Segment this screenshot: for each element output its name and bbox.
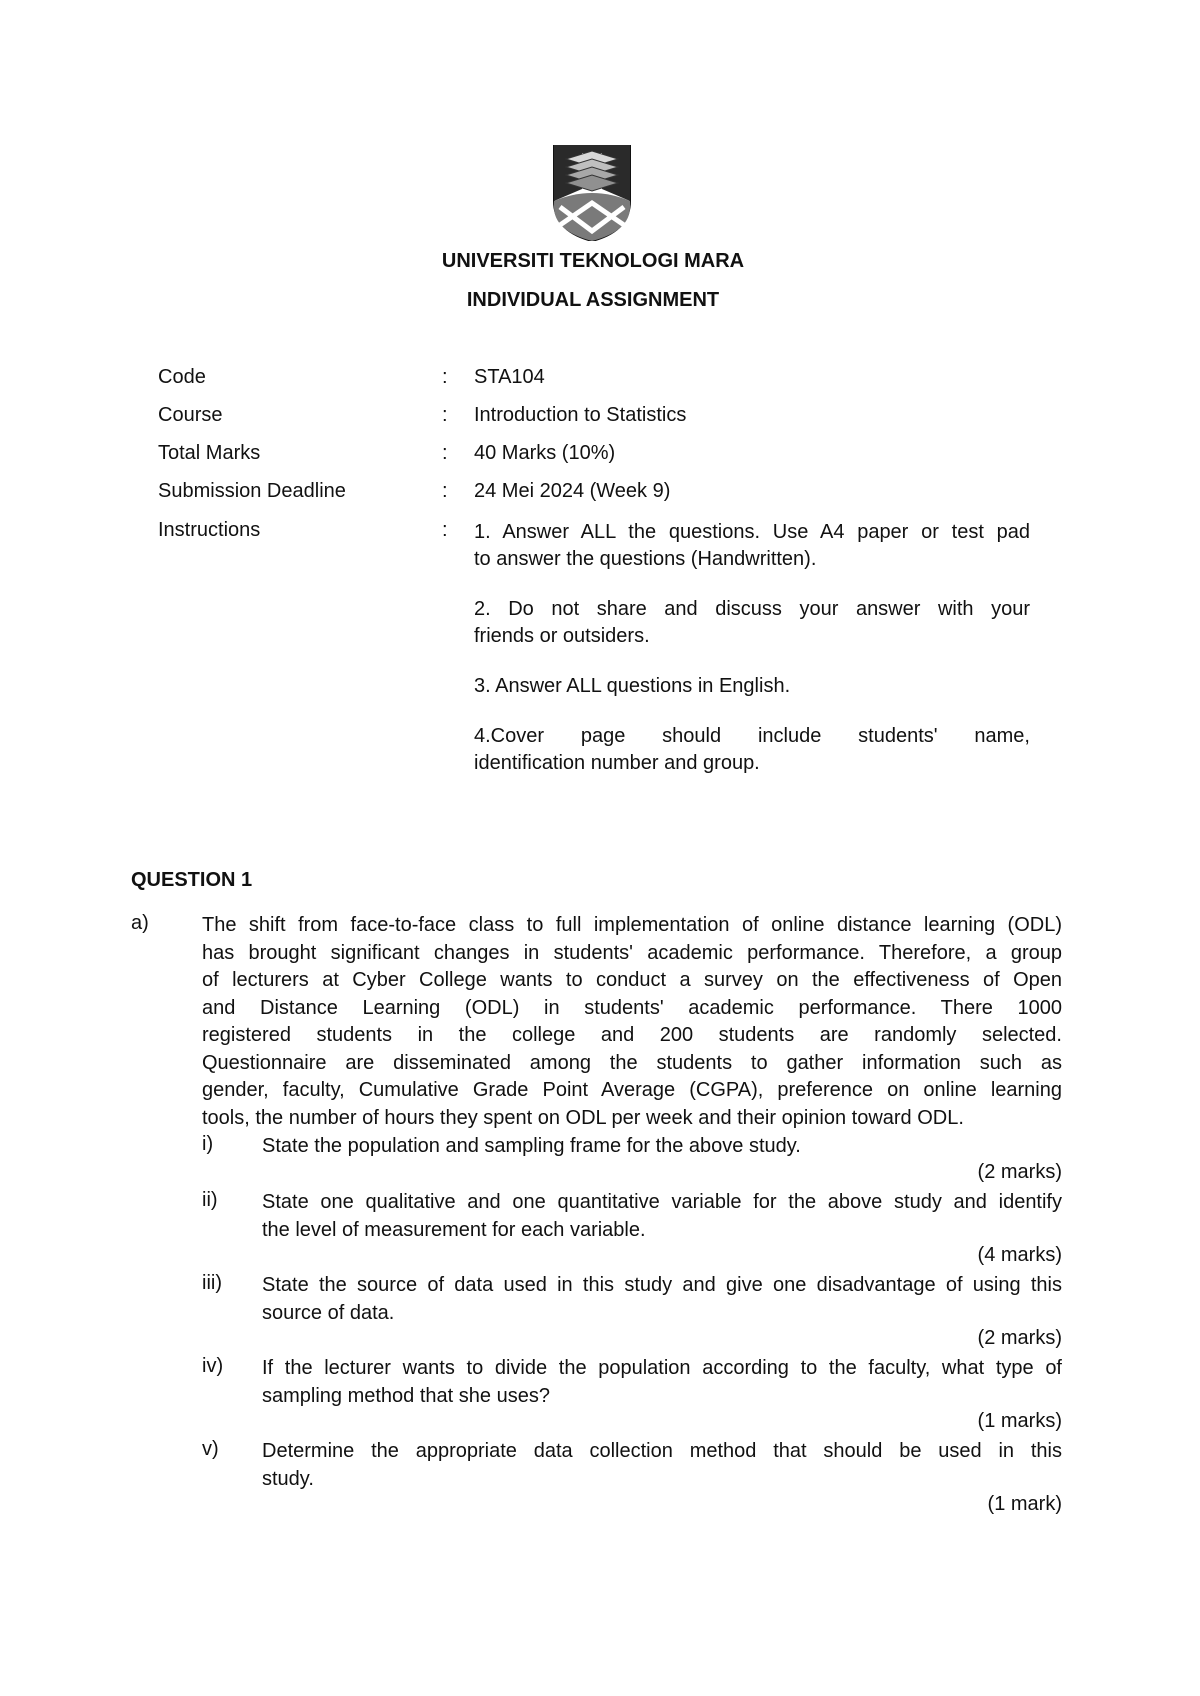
university-logo xyxy=(552,145,632,241)
marks-label: (1 mark) xyxy=(987,1493,1062,1515)
sub-question-line: the level of measurement for each variable. xyxy=(262,1218,646,1241)
sub-question-line: State the population and sampling frame for the above study. xyxy=(262,1135,801,1157)
instruction-item xyxy=(474,673,1030,700)
meta-label: Total Marks xyxy=(158,442,261,464)
sub-question-line: sampling method that she uses? xyxy=(262,1384,550,1407)
meta-value: 24 Mei 2024 (Week 9) xyxy=(474,480,671,502)
question-paragraph xyxy=(202,912,1062,1132)
instruction-line: 4.Cover page should include students' name, xyxy=(474,725,1030,747)
sub-question-text xyxy=(262,1438,1062,1493)
paragraph-line: gender, faculty, Cumulative Grade Point Average (CGPA), preference on online learning xyxy=(202,1079,1062,1101)
sub-question-label: ii) xyxy=(202,1189,218,1211)
instruction-line: to answer the questions (Handwritten). xyxy=(474,548,817,570)
meta-colon: : xyxy=(442,366,448,388)
paragraph-line: and Distance Learning (ODL) in students' academic performance. There 1000 xyxy=(202,996,1062,1019)
meta-value: STA104 xyxy=(474,366,545,388)
sub-question-text xyxy=(262,1355,1062,1410)
marks-label: (4 marks) xyxy=(977,1244,1062,1266)
instruction-item xyxy=(474,519,1030,573)
instruction-line: 2. Do not share and discuss your answer with your xyxy=(474,598,1030,620)
part-label: a) xyxy=(131,912,149,934)
meta-colon: : xyxy=(442,442,448,464)
meta-colon: : xyxy=(442,519,448,541)
meta-colon: : xyxy=(442,404,448,426)
marks-label: (2 marks) xyxy=(977,1327,1062,1349)
paragraph-line: Questionnaire are disseminated among the students to gather information such as xyxy=(202,1051,1062,1074)
assignment-title: INDIVIDUAL ASSIGNMENT xyxy=(466,289,720,311)
instruction-line: 3. Answer ALL questions in English. xyxy=(474,675,791,697)
instruction-line: friends or outsiders. xyxy=(474,625,650,647)
paragraph-line: has brought significant changes in students' academic performance. Therefore, a group xyxy=(202,941,1062,964)
paragraph-line: registered students in the college and 200 students are randomly selected. xyxy=(202,1024,1062,1046)
instruction-line: 1. Answer ALL the questions. Use A4 paper or test pad xyxy=(474,521,1030,543)
sub-question-label: iii) xyxy=(202,1272,222,1294)
question-heading: QUESTION 1 xyxy=(131,869,253,891)
meta-label: Submission Deadline xyxy=(158,480,346,502)
meta-value: 40 Marks (10%) xyxy=(474,442,616,464)
instruction-line: identification number and group. xyxy=(474,752,760,774)
sub-question-line: study. xyxy=(262,1467,314,1490)
sub-question-line: If the lecturer wants to divide the population according to the faculty, what type of xyxy=(262,1357,1062,1379)
sub-question-text xyxy=(262,1272,1062,1327)
meta-label: Course xyxy=(158,404,223,426)
meta-colon: : xyxy=(442,480,448,502)
sub-question-line: State the source of data used in this study and give one disadvantage of using this xyxy=(262,1274,1062,1296)
sub-question-label: i) xyxy=(202,1133,214,1155)
sub-question-label: iv) xyxy=(202,1355,224,1377)
paragraph-line: of lecturers at Cyber College wants to conduct a survey on the effectiveness of Open xyxy=(202,969,1062,991)
sub-question-text xyxy=(262,1189,1062,1244)
sub-question-line: State one qualitative and one quantitative variable for the above study and identify xyxy=(262,1191,1062,1213)
paragraph-line: The shift from face-to-face class to full implementation of online distance learning (ODL) xyxy=(202,914,1062,936)
sub-question-label: v) xyxy=(202,1438,219,1460)
marks-label: (1 marks) xyxy=(977,1410,1062,1432)
instruction-item xyxy=(474,723,1030,777)
sub-question-line: Determine the appropriate data collection method that should be used in this xyxy=(262,1440,1062,1462)
instruction-item xyxy=(474,596,1030,650)
marks-label: (2 marks) xyxy=(977,1161,1062,1183)
paragraph-line: tools, the number of hours they spent on ODL per week and their opinion toward ODL. xyxy=(202,1106,964,1129)
meta-label: Instructions xyxy=(158,519,261,541)
sub-question-line: source of data. xyxy=(262,1301,395,1324)
meta-value: Introduction to Statistics xyxy=(474,404,687,426)
university-name: UNIVERSITI TEKNOLOGI MARA xyxy=(441,250,745,272)
sub-question-text xyxy=(262,1133,1062,1161)
meta-label: Code xyxy=(158,366,206,388)
